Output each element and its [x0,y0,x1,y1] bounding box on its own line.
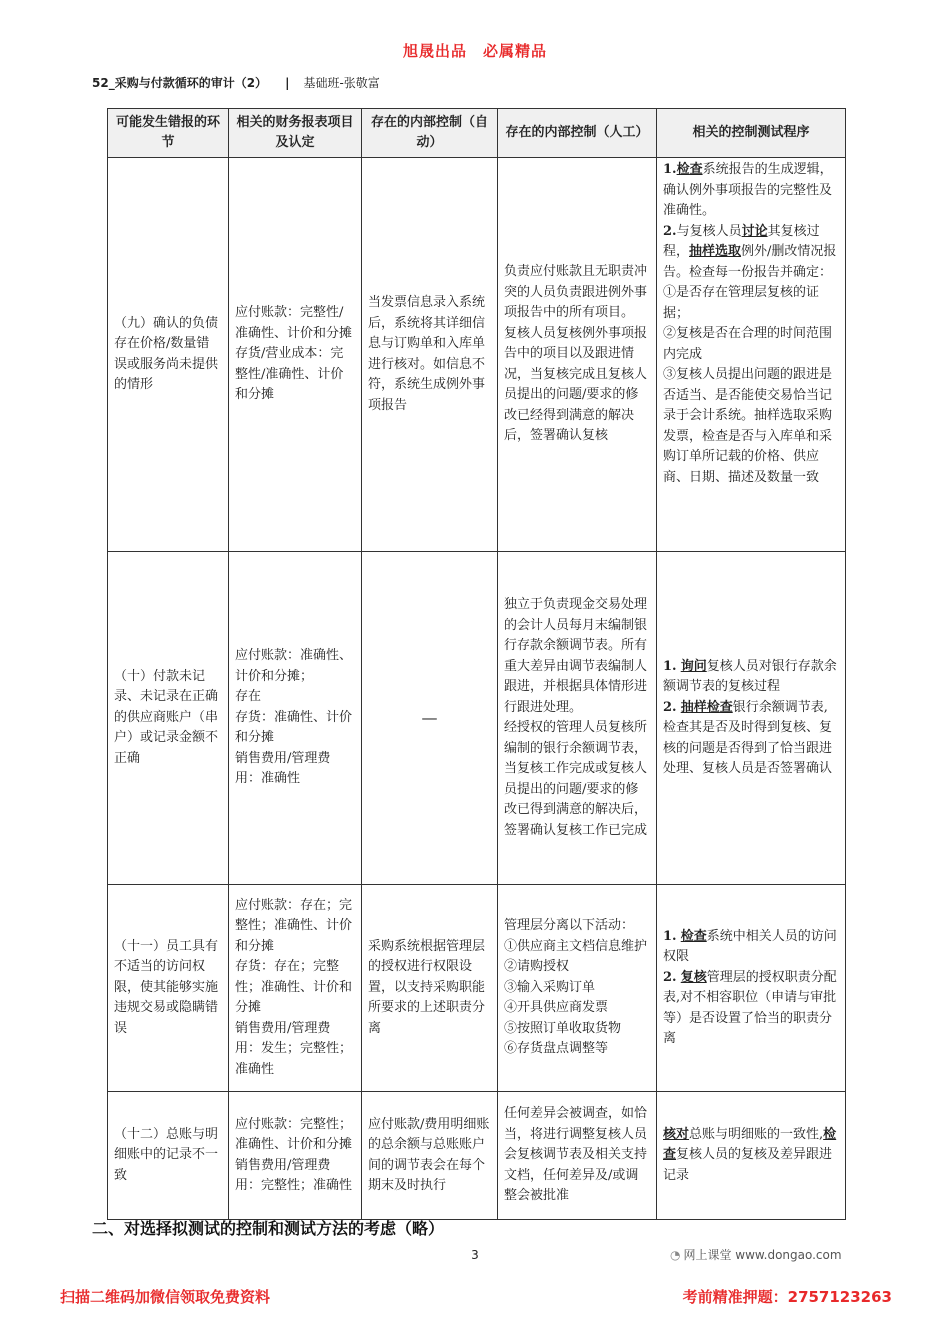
test-procedure-cell [657,158,846,552]
auto-control-cell: 应付账款/费用明细账的总余额与总账账户间的调节表会在每个期末及时执行 [362,1092,498,1220]
procedure-step: ①是否存在管理层复核的证据； [663,285,820,321]
procedure-step: 2. 复核管理层的授权职责分配表,对不相容职位（申请与审批等）是否设置了恰当的职责分离 [663,969,837,1046]
procedure-step: 核对总账与明细账的一致性,检查复核人员的复核及差异跟进记录 [663,1126,837,1183]
col-header-auto-control: 存在的内部控制（自动） [362,109,498,158]
keyword: 讨论 [741,223,768,239]
keyword: 检查 [663,1126,837,1163]
stage-cell: （十一）员工具有不适当的访问权限，使其能够实施违规交易或隐瞒错误 [108,885,229,1092]
procedure-step: ②复核是否在合理的时间范围内完成 [663,326,833,362]
stage-cell: （十）付款未记录、未记录在正确的供应商账户（串户）或记录金额不正确 [108,552,229,885]
manual-control-cell: 管理层分离以下活动： ①供应商主文档信息维护 ②请购授权 ③输入采购订单 ④开具供应商发票 ⑤按照订单收取货物 ⑥存货盘点调整等 [498,885,657,1092]
keyword: 检查 [676,162,703,177]
test-procedure-cell [657,885,846,1092]
manual-control-cell: 独立于负责现金交易处理的会计人员每月末编制银行存款余额调节表。所有重大差异由调节表编制人跟进，并根据具体情形进行跟进处理。 经授权的管理人员复核所编制的银行余额调节表，当复核工作完成或复核人员提出的问题/要求的修改已得到满意的解决后，签署确认复核工作已完成 [498,552,657,885]
course-name: 基础班-张敬富 [303,76,380,90]
procedure-step: 1.检查系统报告的生成逻辑，确认例外事项报告的完整性及准确性。 [663,162,833,218]
manual-control-cell: 负责应付账款且无职责冲突的人员负责跟进例外事项报告中的所有项目。 复核人员复核例外事项报告中的项目以及跟进情况，当复核完成且复核人员提出的问题/要求的修改已经得到满意的解决后，签署确认复核 [498,158,657,552]
procedure-step: ③复核人员提出问题的跟进是否适当、是否能使交易恰当记录于会计系统。抽样选取采购发票，检查是否与入库单和采购订单所记载的价格、供应商、日期、描述及数量一致 [663,367,833,485]
brand-text: 网上课堂 www.dongao.com [683,1248,842,1262]
brand-mark [670,1246,842,1263]
procedure-step: 2.与复核人员讨论其复核过程，抽样选取例外/删改情况报告。检查每一份报告并确定： [663,223,837,280]
auto-control-cell: — [362,552,498,885]
dongao-logo-icon: ◔ [670,1248,681,1262]
keyword: 检查 [680,928,707,944]
table-row [108,885,846,1092]
auto-control-cell: 当发票信息录入系统后，系统将其详细信息与订购单和入库单进行核对。如信息不符，系统生成例外事项报告 [362,158,498,552]
keyword: 询问 [680,658,707,674]
table-row [108,158,846,552]
test-procedure-cell [657,1092,846,1220]
col-header-stage: 可能发生错报的环节 [108,109,229,158]
stage-cell: （十二）总账与明细账中的记录不一致 [108,1092,229,1220]
manual-control-cell: 任何差异会被调查，如恰当，将进行调整复核人员会复核调节表及相关支持文档，任何差异及/或调整会被批准 [498,1092,657,1220]
page-header [92,74,380,91]
accounts-cell: 应付账款：完整性；准确性、计价和分摊 销售费用/管理费用：完整性；准确性 [229,1092,362,1220]
col-header-test-procedure: 相关的控制测试程序 [657,109,846,158]
accounts-cell: 应付账款：存在；完整性；准确性、计价和分摊 存货：存在；完整性；准确性、计价和分摊 销售费用/管理费用：发生；完整性；准确性 [229,885,362,1092]
auto-control-cell: 采购系统根据管理层的授权进行权限设置，以支持采购职能所要求的上述职责分离 [362,885,498,1092]
keyword: 核对 [663,1126,690,1142]
procedure-step: 1. 检查系统中相关人员的访问权限 [663,928,837,964]
test-procedure-cell [657,552,846,885]
top-banner: 旭晟出品 必属精品 [402,42,547,60]
header-separator: | [285,76,290,90]
lecture-title: 52_采购与付款循环的审计（2） [92,76,268,90]
page-number: 3 [471,1248,479,1262]
footer-left-note: 扫描二维码加微信领取免费资料 [60,1288,271,1306]
col-header-accounts: 相关的财务报表项目及认定 [229,109,362,158]
procedure-step: 1. 询问复核人员对银行存款余额调节表的复核过程 [663,658,837,694]
stage-cell: （九）确认的负债存在价格/数量错误或服务尚未提供的情形 [108,158,229,552]
procedure-step: 2. 抽样检查银行余额调节表,检查其是否及时得到复核、复核的问题是否得到了恰当跟进处理、复核人员是否签署确认 [663,699,833,776]
keyword: 复核 [680,969,707,985]
col-header-manual-control: 存在的内部控制（人工） [498,109,657,158]
table-row [108,552,846,885]
table-header-row [108,109,846,158]
keyword: 抽样检查 [680,699,733,715]
footer-right-note: 考前精准押题：2757123263 [682,1288,892,1306]
keyword: 抽样选取 [689,244,742,259]
accounts-cell: 应付账款：完整性/准确性、计价和分摊 存货/营业成本：完整性/准确性、计价和分摊 [229,158,362,552]
accounts-cell: 应付账款：准确性、计价和分摊； 存在 存货：准确性、计价和分摊 销售费用/管理费用：准确性 [229,552,362,885]
control-test-table [107,108,846,1220]
table-row [108,1092,846,1220]
section-title: 二、对选择拟测试的控制和测试方法的考虑（略） [92,1219,445,1238]
